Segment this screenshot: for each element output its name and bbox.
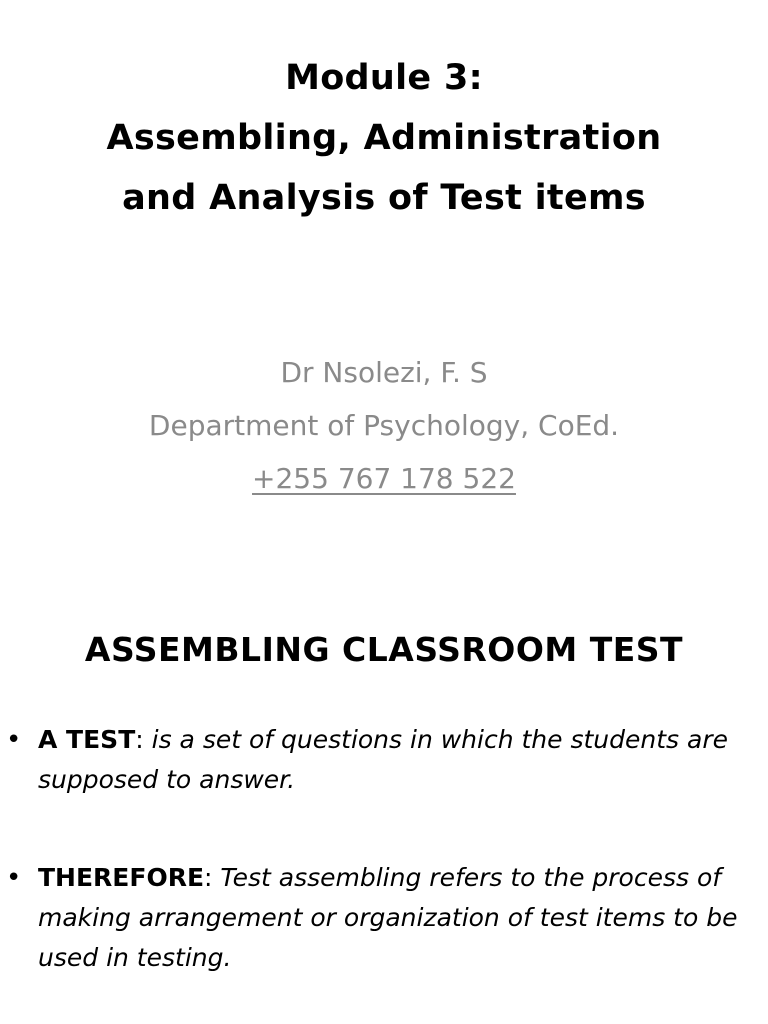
bullet-term: THEREFORE [38, 863, 205, 892]
author-phone-link[interactable]: +255 767 178 522 [252, 462, 516, 495]
bullet-marker-icon: • [6, 725, 22, 755]
bullet-body: Test assembling refers to the process of making arrangement or organization of test items to be used in testing. [38, 863, 738, 972]
bullet-colon: : [204, 863, 213, 892]
author-info [0, 346, 768, 505]
bullet-body: is a set of questions in which the students are supposed to answer. [38, 725, 729, 794]
author-department: Department of Psychology, CoEd. [148, 409, 620, 442]
title-line-1: Module 3: [285, 58, 483, 98]
section-heading: ASSEMBLING CLASSROOM TEST [84, 630, 684, 669]
bullet-term: A TEST [38, 725, 136, 754]
content-slide [0, 580, 768, 1024]
bullet-text [38, 720, 743, 800]
title-line-2: Assembling, Administration [106, 118, 662, 158]
bullet-marker-icon: • [6, 863, 22, 893]
bullet-text [38, 858, 743, 978]
bullet-colon: : [135, 725, 144, 754]
title-line-3: and Analysis of Test items [122, 178, 646, 218]
author-phone-line [0, 452, 768, 505]
author-name: Dr Nsolezi, F. S [280, 356, 488, 389]
slide-title [0, 48, 768, 228]
